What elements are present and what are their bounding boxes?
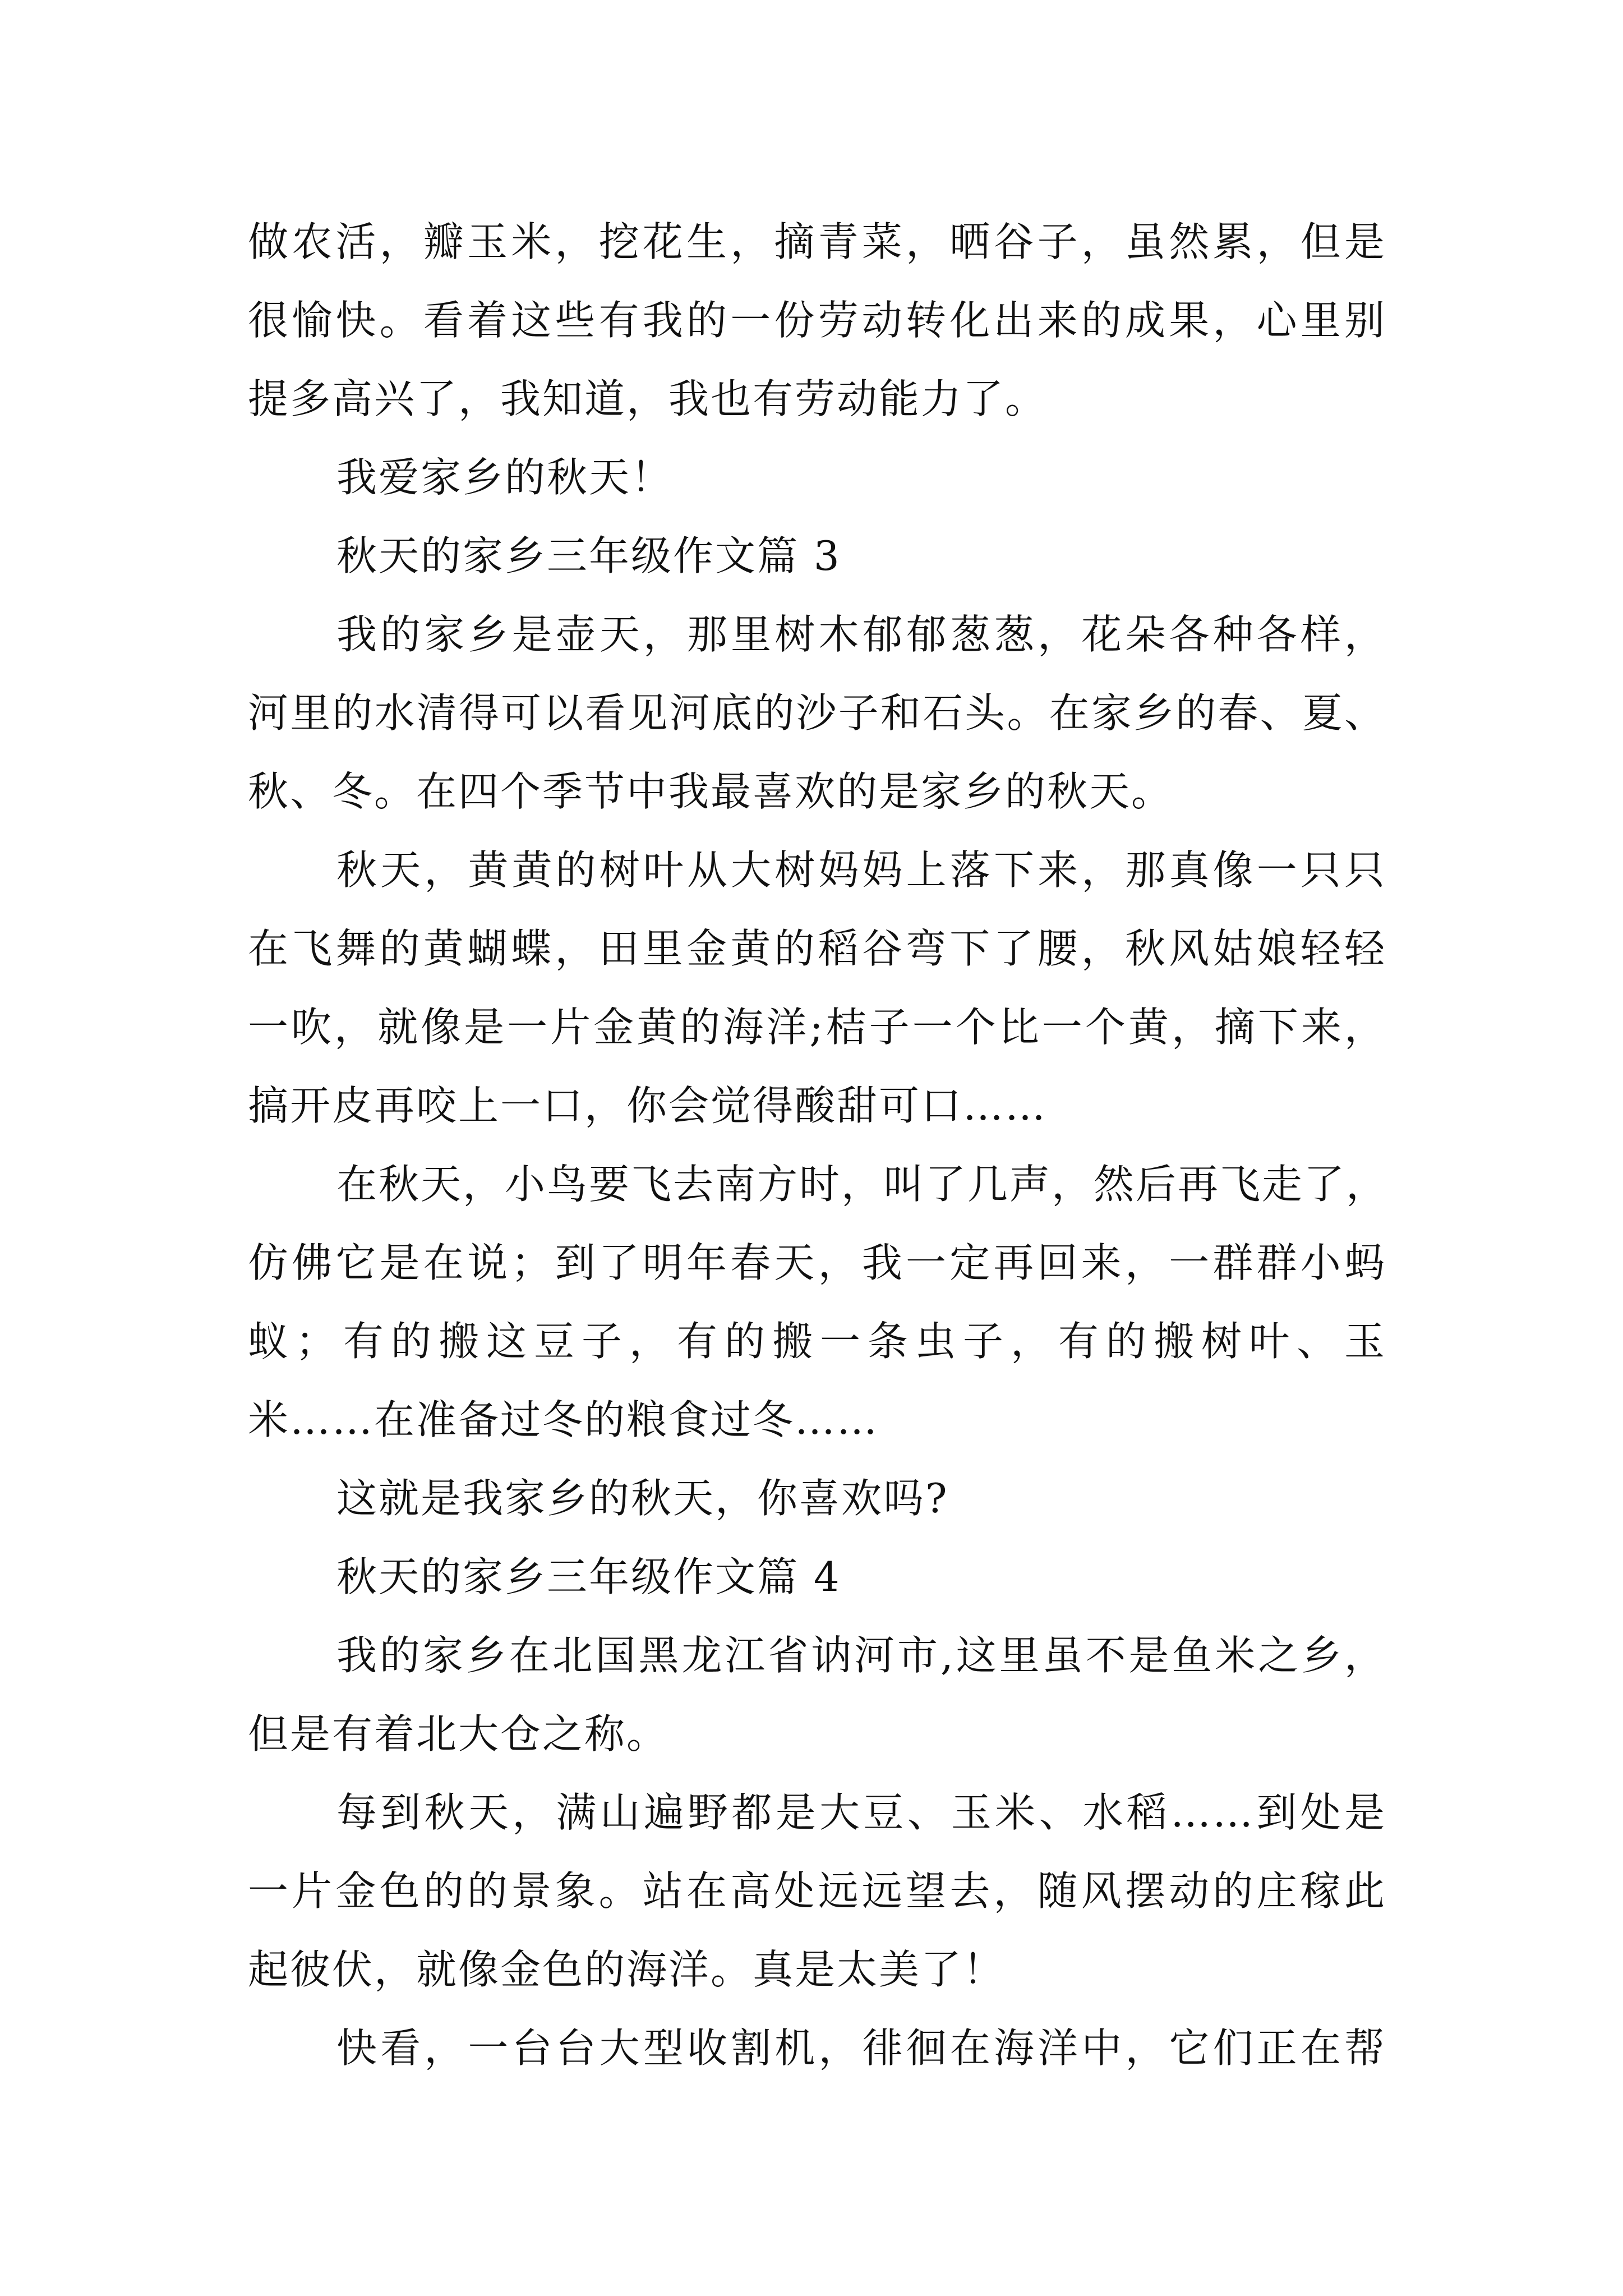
text-line: 河里的水清得可以看见河底的沙子和石头。在家乡的春、夏、 [248, 689, 1386, 737]
text-line: 米……在准备过冬的粮食过冬…… [248, 1396, 879, 1443]
section-heading: 秋天的家乡三年级作文篇 4 [336, 1553, 841, 1600]
paragraph-line: 秋天，黄黄的树叶从大树妈妈上落下来，那真像一只只 [336, 846, 1386, 894]
paragraph-line: 在秋天，小鸟要飞去南方时，叫了几声，然后再飞走了， [336, 1161, 1389, 1208]
text-line: 但是有着北大仓之称。 [248, 1710, 669, 1757]
paragraph-line: 我的家乡是壶天，那里树木郁郁葱葱，花朵各种各样， [336, 611, 1386, 658]
text-line: 起彼伏，就像金色的海洋。真是太美了！ [248, 1946, 1006, 1993]
section-heading: 秋天的家乡三年级作文篇 3 [336, 532, 841, 579]
paragraph-line: 快看，一台台大型收割机，徘徊在海洋中，它们正在帮 [336, 2024, 1386, 2072]
text-line: 秋、冬。在四个季节中我最喜欢的是家乡的秋天。 [248, 768, 1174, 815]
paragraph-line: 这就是我家乡的秋天，你喜欢吗? [336, 1475, 949, 1522]
text-line: 搞开皮再咬上一口，你会觉得酸甜可口…… [248, 1082, 1048, 1129]
text-line: 在飞舞的黄蝴蝶，田里金黄的稻谷弯下了腰，秋风姑娘轻轻 [248, 925, 1386, 972]
text-line: 一片金色的的景象。站在高处远远望去，随风摆动的庄稼此 [248, 1867, 1386, 1915]
paragraph-line: 每到秋天，满山遍野都是大豆、玉米、水稻……到处是 [336, 1789, 1386, 1836]
text-line: 提多高兴了，我知道，我也有劳动能力了。 [248, 375, 1048, 422]
text-line: 蚁；有的搬这豆子，有的搬一条虫子，有的搬树叶、玉 [248, 1318, 1386, 1365]
paragraph-line: 我爱家乡的秋天！ [336, 454, 674, 501]
text-line: 很愉快。看着这些有我的一份劳动转化出来的成果，心里别 [248, 297, 1386, 344]
text-line: 做农活，瓣玉米，挖花生，摘青菜，晒谷子，虽然累，但是 [248, 218, 1386, 265]
text-line: 仿佛它是在说；到了明年春天，我一定再回来，一群群小蚂 [248, 1239, 1386, 1286]
paragraph-line: 我的家乡在北国黑龙江省讷河市,这里虽不是鱼米之乡， [336, 1632, 1386, 1679]
text-line: 一吹，就像是一片金黄的海洋;桔子一个比一个黄，摘下来， [248, 1004, 1386, 1051]
